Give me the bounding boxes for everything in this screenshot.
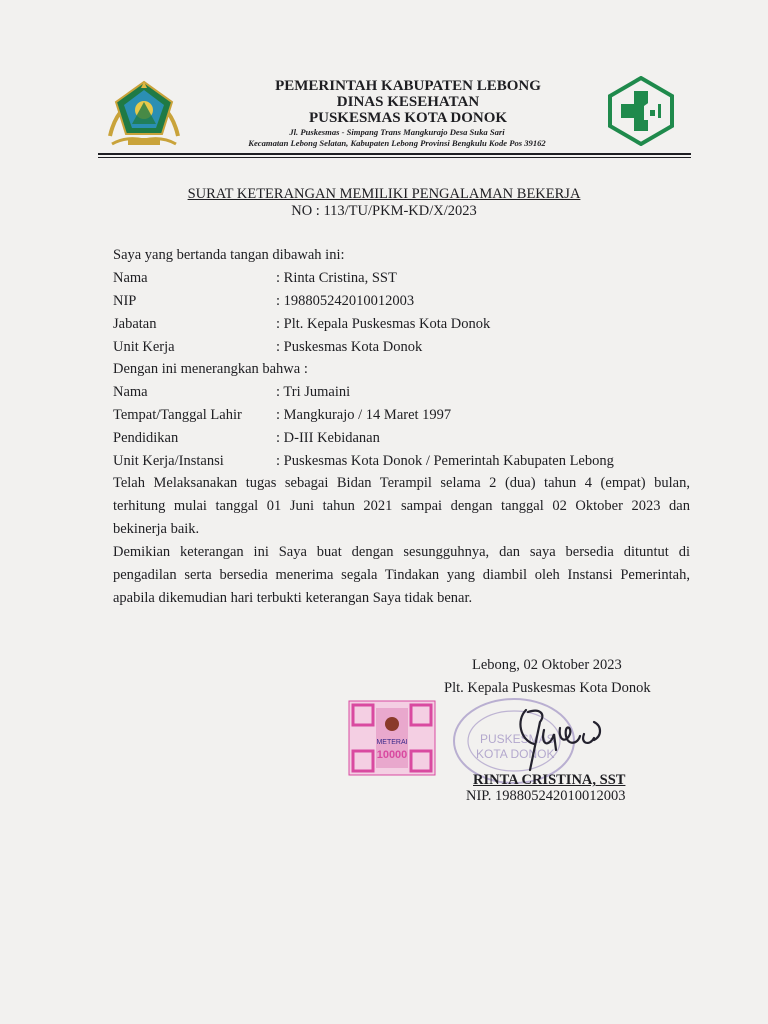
signer-name-signed: RINTA CRISTINA, SST bbox=[473, 772, 626, 788]
body-paragraph-1-line-2: terhitung mulai tanggal 01 Juni tahun 2021 sampai dengan tanggal 02 Oktober 2023 dan bbox=[113, 498, 690, 514]
document-number: NO : 113/TU/PKM-KD/X/2023 bbox=[291, 203, 477, 219]
signer-nip-label: NIP bbox=[113, 293, 137, 309]
materai-duty-stamp bbox=[348, 700, 436, 776]
signer-nip-signed: NIP. 198805242010012003 bbox=[466, 788, 626, 804]
signer-position-value: : Plt. Kepala Puskesmas Kota Donok bbox=[276, 316, 491, 332]
svg-text:KOTA DONOK: KOTA DONOK bbox=[476, 747, 555, 761]
header-address-line-1: Jl. Puskesmas - Simpang Trans Mangkurajo Desa Suka Sari bbox=[289, 127, 505, 137]
signer-name-value: : Rinta Cristina, SST bbox=[276, 270, 397, 286]
place-and-date: Lebong, 02 Oktober 2023 bbox=[472, 657, 622, 673]
puskesmas-cross-house-logo-icon bbox=[606, 76, 676, 146]
signer-name-label: Nama bbox=[113, 270, 148, 286]
signer-unit-value: : Puskesmas Kota Donok bbox=[276, 339, 423, 355]
header-divider-thick bbox=[98, 153, 691, 155]
svg-text:PUSKESMAS: PUSKESMAS bbox=[480, 732, 555, 746]
body-paragraph-2-line-1: Demikian keterangan ini Saya buat dengan sesungguhnya, dan saya bersedia dituntut di bbox=[113, 544, 690, 560]
subject-name-label: Nama bbox=[113, 384, 148, 400]
body-paragraph-1-line-3: bekinerja baik. bbox=[113, 521, 200, 537]
subject-intro: Dengan ini menerangkan bahwa : bbox=[113, 361, 308, 377]
subject-education-label: Pendidikan bbox=[113, 430, 179, 446]
signer-position-label: Jabatan bbox=[113, 316, 157, 332]
subject-name-value: : Tri Jumaini bbox=[276, 384, 351, 400]
handwritten-signature bbox=[510, 700, 610, 772]
header-divider-thin bbox=[98, 157, 691, 158]
subject-unit-label: Unit Kerja/Instansi bbox=[113, 453, 224, 469]
header-address-line-2: Kecamatan Lebong Selatan, Kabupaten Lebong Provinsi Bengkulu Kode Pos 39162 bbox=[248, 138, 546, 148]
signer-unit-label: Unit Kerja bbox=[113, 339, 175, 355]
kabupaten-lebong-emblem-icon bbox=[106, 78, 182, 152]
svg-text:10000: 10000 bbox=[376, 749, 408, 761]
body-paragraph-2-line-3: apabila dikemudian hari terbukti keterangan Saya tidak benar. bbox=[113, 590, 473, 606]
signer-position-caption: Plt. Kepala Puskesmas Kota Donok bbox=[444, 680, 651, 696]
header-institution: PUSKESMAS KOTA DONOK bbox=[308, 110, 508, 126]
subject-birth-value: : Mangkurajo / 14 Maret 1997 bbox=[276, 407, 452, 423]
header-department: DINAS KESEHATAN bbox=[336, 94, 480, 110]
header-government: PEMERINTAH KABUPATEN LEBONG bbox=[275, 78, 541, 94]
subject-education-value: : D-III Kebidanan bbox=[276, 430, 380, 446]
signer-nip-value: : 198805242010012003 bbox=[276, 293, 415, 309]
body-paragraph-1-line-1: Telah Melaksanakan tugas sebagai Bidan Terampil selama 2 (dua) tahun 4 (empat) bulan, bbox=[113, 475, 690, 491]
document-title: SURAT KETERANGAN MEMILIKI PENGALAMAN BEKERJA bbox=[187, 186, 581, 202]
signer-intro: Saya yang bertanda tangan dibawah ini: bbox=[113, 247, 345, 263]
subject-unit-value: : Puskesmas Kota Donok / Pemerintah Kabupaten Lebong bbox=[276, 453, 614, 469]
subject-birth-label: Tempat/Tanggal Lahir bbox=[113, 407, 242, 423]
svg-text:METERAI: METERAI bbox=[376, 739, 408, 746]
body-paragraph-2-line-2: pengadilan serta bersedia menerima segala Tindakan yang diambil oleh Instansi Pemerintah, bbox=[113, 567, 690, 583]
